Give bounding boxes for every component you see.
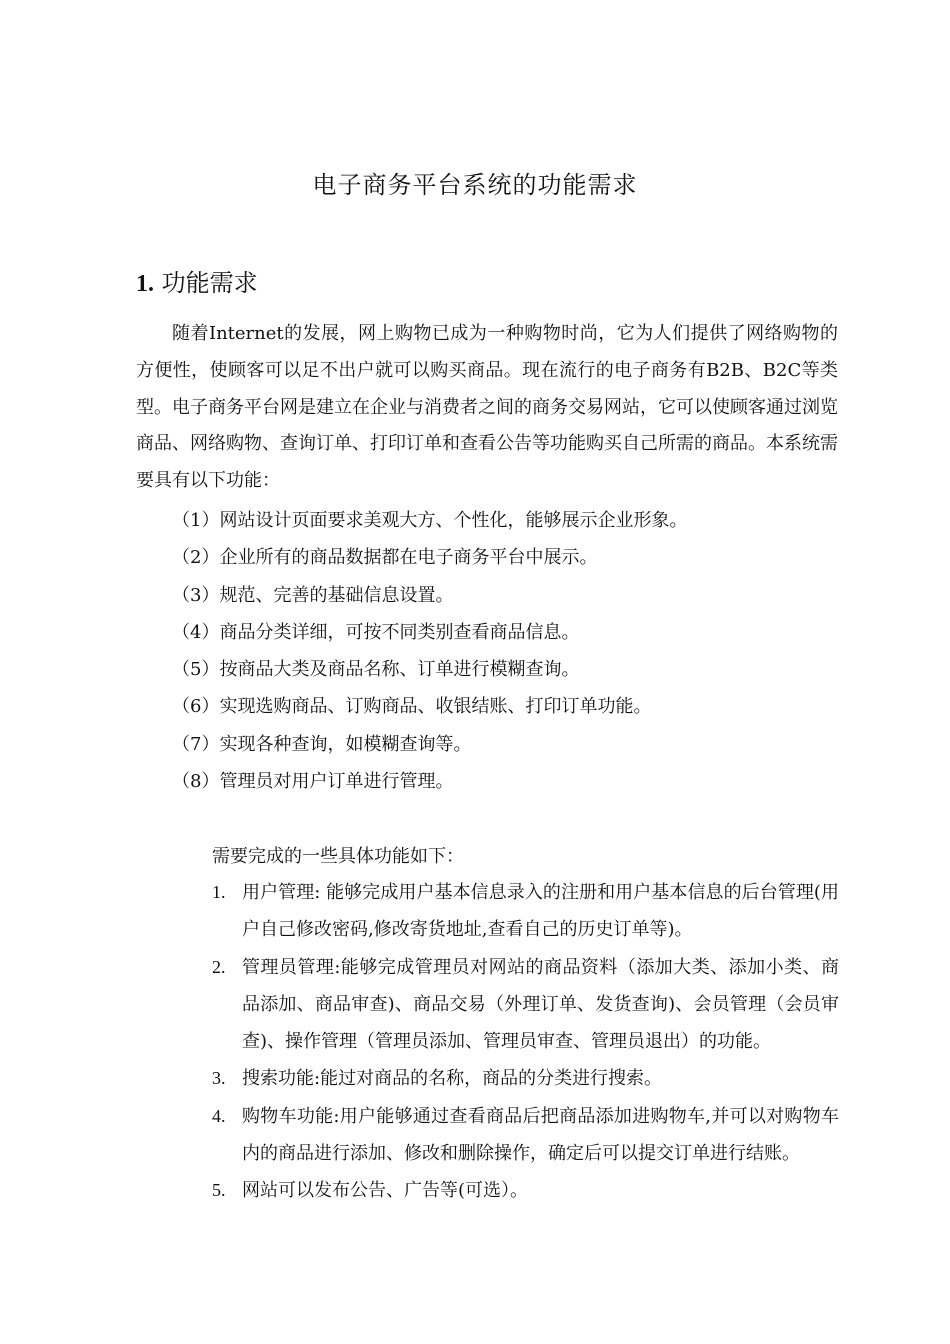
spec-text: 搜索功能:能过对商品的名称，商品的分类进行搜索。 bbox=[242, 1068, 663, 1090]
spec-item bbox=[212, 1060, 839, 1097]
spec-marker: 2. bbox=[212, 956, 226, 977]
requirement-item: （6）实现选购商品、订购商品、收银结账、打印订单功能。 bbox=[172, 696, 652, 718]
section-title: 功能需求 bbox=[161, 269, 258, 297]
document-title: 电子商务平台系统的功能需求 bbox=[312, 171, 638, 199]
requirement-item: （3）规范、完善的基础信息设置。 bbox=[172, 584, 454, 606]
spec-item bbox=[212, 1172, 839, 1209]
spec-text: 网站可以发布公告、广告等(可选）。 bbox=[242, 1180, 529, 1202]
spec-marker: 3. bbox=[212, 1068, 226, 1089]
spec-intro: 需要完成的一些具体功能如下： bbox=[212, 846, 464, 867]
requirement-item: （5）按商品大类及商品名称、订单进行模糊查询。 bbox=[172, 659, 580, 681]
requirement-item: （4）商品分类详细，可按不同类别查看商品信息。 bbox=[172, 621, 580, 643]
requirement-item: （2）企业所有的商品数据都在电子商务平台中展示。 bbox=[172, 547, 598, 569]
requirement-item: （8）管理员对用户订单进行管理。 bbox=[172, 771, 454, 793]
spec-text: 管理员管理:能够完成管理员对网站的商品资料（添加大类、添加小类、商品添加、商品审查)、商品交易（外理订单、发货查询)、会员管理（会员审查)、操作管理（管理员添加、管理员审查、管理员退出）的功能。 bbox=[242, 956, 839, 1053]
spec-item bbox=[212, 949, 839, 1061]
spec-item bbox=[212, 1098, 839, 1173]
spec-marker: 4. bbox=[212, 1105, 226, 1126]
spec-marker: 5. bbox=[212, 1180, 226, 1201]
spec-marker: 1. bbox=[212, 882, 226, 902]
intro-paragraph: 随着Internet的发展，网上购物已成为一种购物时尚，它为人们提供了网络购物的方便性，使顾客可以足不出户就可以购买商品。现在流行的电子商务有B2B、B2C等类型。电子商务平台网是建立在企业与消费者之间的商务交易网站，它可以使顾客通过浏览商品、网络购物、查询订单、打印订单和查看公告等功能购买自己所需的商品。本系统需要具有以下功能： bbox=[136, 323, 838, 492]
spec-text: 购物车功能:用户能够通过查看商品后把商品添加进购物车,并可以对购物车内的商品进行添加、修改和删除操作，确定后可以提交订单进行结账。 bbox=[242, 1105, 839, 1165]
spec-text: 用户管理: 能够完成用户基本信息录入的注册和用户基本信息的后台管理(用户自己修改密码,修改寄货地址,查看自己的历史订单等)。 bbox=[242, 882, 839, 941]
spec-item bbox=[212, 874, 839, 949]
requirements-list bbox=[172, 502, 687, 800]
requirement-item: （1）网站设计页面要求美观大方、个性化，能够展示企业形象。 bbox=[172, 510, 688, 531]
section-heading bbox=[136, 266, 258, 301]
requirement-item: （7）实现各种查询，如模糊查询等。 bbox=[172, 733, 472, 755]
spec-list bbox=[212, 874, 839, 1210]
section-number: 1. bbox=[136, 271, 154, 297]
